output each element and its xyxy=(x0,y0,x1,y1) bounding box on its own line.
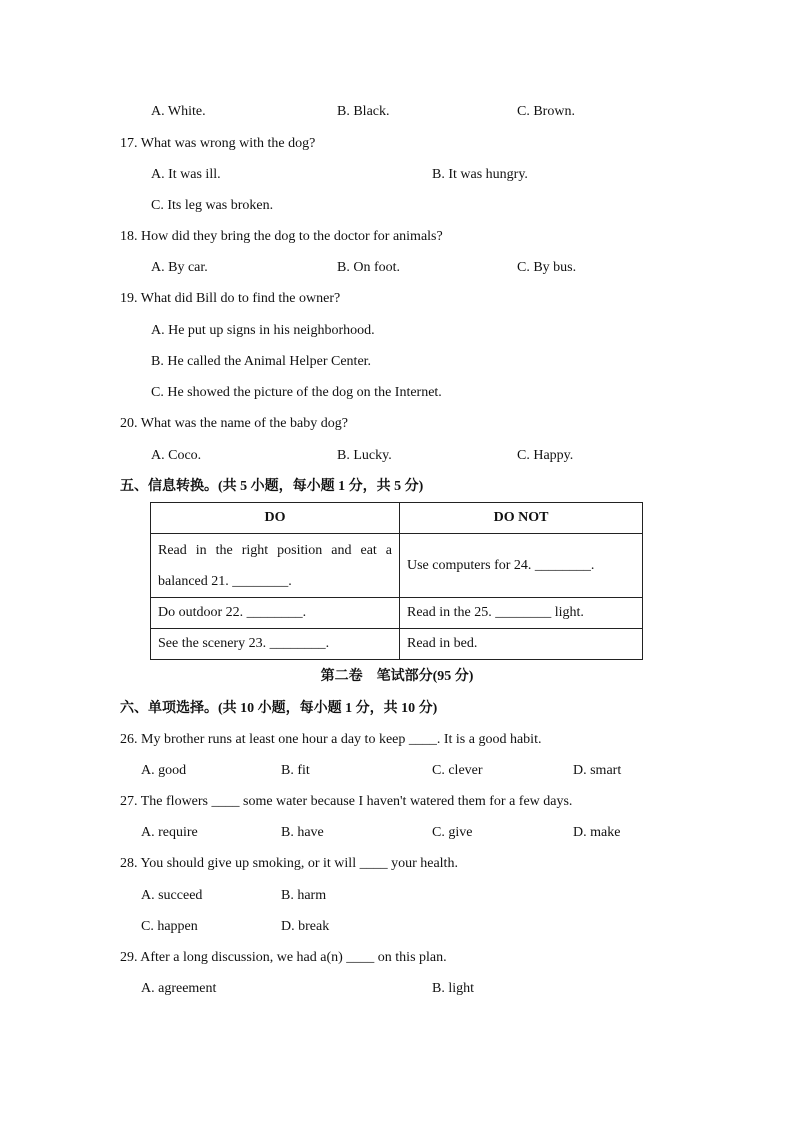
part2-title: 第二卷 笔试部分(95 分) xyxy=(320,669,474,684)
q16-option-c: C. Brown. xyxy=(517,104,575,119)
q19-option-b: B. He called the Animal Helper Center. xyxy=(151,354,372,369)
q20-option-b: B. Lucky. xyxy=(337,448,392,463)
table-header-row xyxy=(151,503,643,534)
table-header-do-not: DO NOT xyxy=(400,503,643,534)
q26-option-c: C. clever xyxy=(432,763,483,778)
q16-option-a: A. White. xyxy=(151,104,206,119)
q28-stem: 28. You should give up smoking, or it will ____ your health. xyxy=(120,856,458,871)
table-cell-do: Do outdoor 22. ________. xyxy=(151,598,400,629)
section5-title: 五、信息转换。(共 5 小题，每小题 1 分，共 5 分) xyxy=(120,479,424,494)
q18-stem: 18. How did they bring the dog to the doctor for animals? xyxy=(120,229,443,244)
q18-option-b: B. On foot. xyxy=(337,260,400,275)
table-row xyxy=(151,629,643,660)
table-row xyxy=(151,534,643,598)
q18-option-a: A. By car. xyxy=(151,260,208,275)
q20-option-a: A. Coco. xyxy=(151,448,202,463)
table-cell-do-not: Read in the 25. ________ light. xyxy=(400,598,643,629)
q17-option-c: C. Its leg was broken. xyxy=(151,198,274,213)
q27-option-b: B. have xyxy=(281,825,324,840)
q27-stem: 27. The flowers ____ some water because I haven't watered them for a few days. xyxy=(120,794,573,809)
q29-stem: 29. After a long discussion, we had a(n) ____ on this plan. xyxy=(120,950,447,965)
q26-option-d: D. smart xyxy=(573,763,622,778)
q19-option-a: A. He put up signs in his neighborhood. xyxy=(151,323,375,338)
table-cell-do-not: Use computers for 24. ________. xyxy=(400,534,643,598)
q27-option-a: A. require xyxy=(141,825,198,840)
q27-option-d: D. make xyxy=(573,825,621,840)
q17-option-b: B. It was hungry. xyxy=(432,167,528,182)
q26-stem: 26. My brother runs at least one hour a day to keep ____. It is a good habit. xyxy=(120,732,542,747)
q28-option-a: A. succeed xyxy=(141,888,203,903)
q27-option-c: C. give xyxy=(432,825,473,840)
q20-option-c: C. Happy. xyxy=(517,448,574,463)
q19-option-c: C. He showed the picture of the dog on the Internet. xyxy=(151,385,442,400)
q19-stem: 19. What did Bill do to find the owner? xyxy=(120,291,341,306)
q28-option-d: D. break xyxy=(281,919,330,934)
table-header-do: DO xyxy=(151,503,400,534)
table-cell-do: See the scenery 23. ________. xyxy=(151,629,400,660)
q26-option-b: B. fit xyxy=(281,763,310,778)
q17-stem: 17. What was wrong with the dog? xyxy=(120,136,316,151)
info-transfer-table xyxy=(150,502,643,660)
table-cell-do-not: Read in bed. xyxy=(400,629,643,660)
q26-option-a: A. good xyxy=(141,763,187,778)
table-row xyxy=(151,598,643,629)
q28-option-b: B. harm xyxy=(281,888,327,903)
q18-option-c: C. By bus. xyxy=(517,260,577,275)
q29-option-a: A. agreement xyxy=(141,981,217,996)
q17-option-a: A. It was ill. xyxy=(151,167,221,182)
q29-option-b: B. light xyxy=(432,981,475,996)
q20-stem: 20. What was the name of the baby dog? xyxy=(120,416,348,431)
q28-option-c: C. happen xyxy=(141,919,198,934)
section6-title: 六、单项选择。(共 10 小题，每小题 1 分，共 10 分) xyxy=(120,701,438,716)
q16-option-b: B. Black. xyxy=(337,104,390,119)
table-cell-do: Read in the right position and eat a balanced 21. ________. xyxy=(151,534,400,598)
